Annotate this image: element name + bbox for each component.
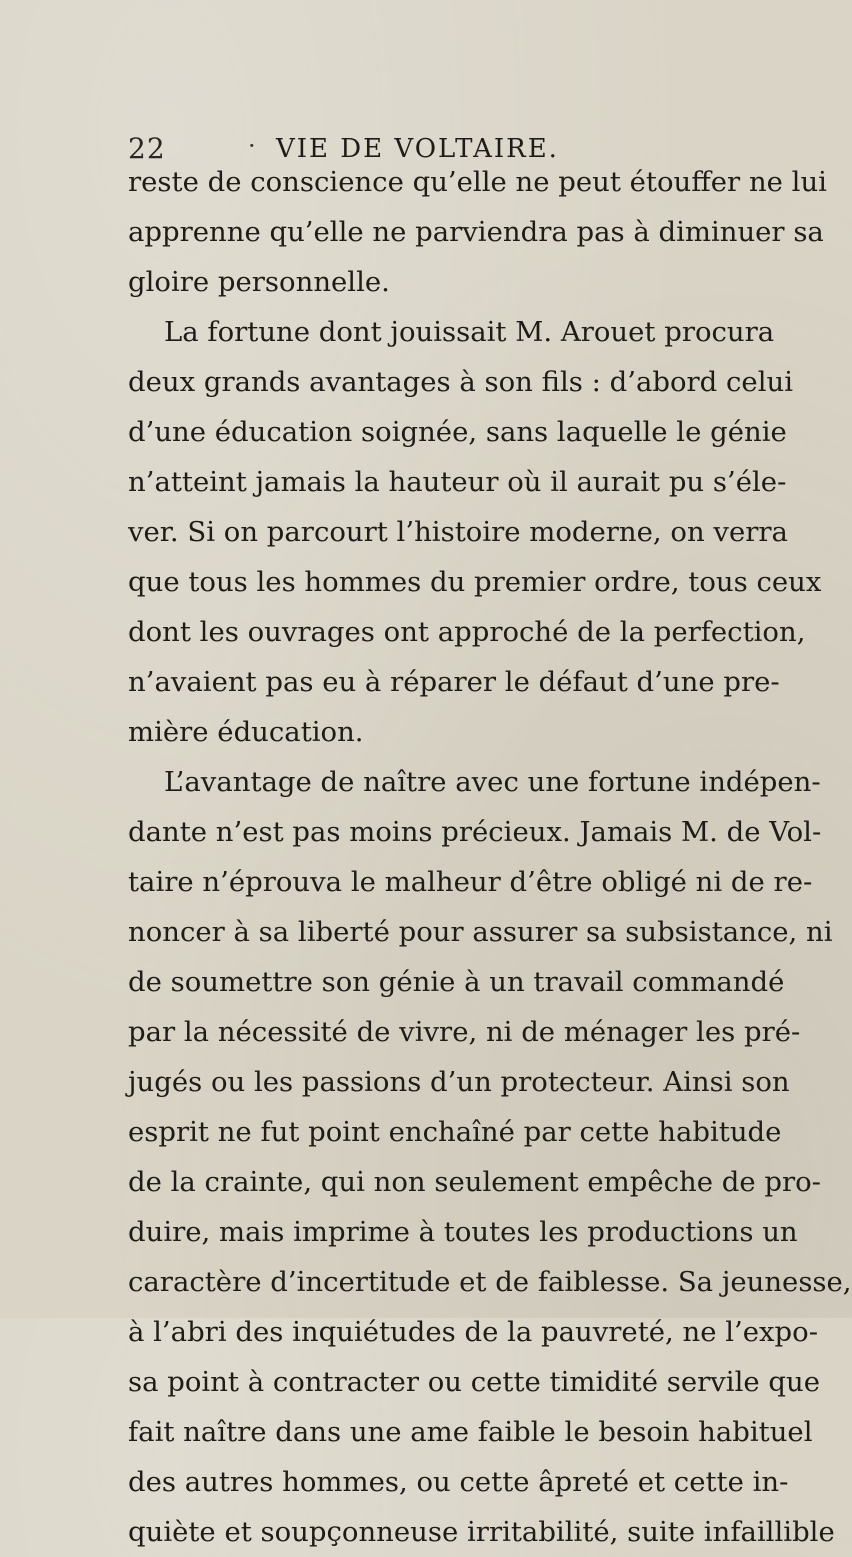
text-line: sa point à contracter ou cette timidité servile que — [128, 1366, 820, 1398]
page-number: 22 — [128, 132, 166, 165]
text-line: de la crainte, qui non seulement empêche de pro- — [128, 1166, 821, 1198]
text-line: dont les ouvrages ont approché de la perfection, — [128, 616, 806, 648]
text-line: taire n’éprouva le malheur d’être obligé ni de re- — [128, 866, 813, 898]
text-line: d’une éducation soignée, sans laquelle le génie — [128, 416, 787, 448]
text-line: deux grands avantages à son fils : d’abord celui — [128, 366, 793, 398]
text-line: des autres hommes, ou cette âpreté et cette in- — [128, 1466, 789, 1498]
text-line: apprenne qu’elle ne parviendra pas à diminuer sa — [128, 216, 824, 248]
text-line: reste de conscience qu’elle ne peut étouffer ne lui — [128, 166, 827, 198]
text-line: esprit ne fut point enchaîné par cette habitude — [128, 1116, 782, 1148]
text-line: duire, mais imprime à toutes les productions un — [128, 1216, 798, 1248]
text-line: n’avaient pas eu à réparer le défaut d’une pre- — [128, 666, 780, 698]
text-line: noncer à sa liberté pour assurer sa subsistance, ni — [128, 916, 833, 948]
text-line: fait naître dans une ame faible le besoin habituel — [128, 1416, 813, 1448]
text-line: gloire personnelle. — [128, 266, 390, 298]
text-line: quiète et soupçonneuse irritabilité, suite infaillible — [128, 1516, 835, 1548]
body-text — [128, 157, 852, 1557]
text-line: ver. Si on parcourt l’histoire moderne, on verra — [128, 516, 788, 548]
text-line: par la nécessité de vivre, ni de ménager les pré- — [128, 1016, 801, 1048]
text-line: que tous les hommes du premier ordre, tous ceux — [128, 566, 822, 598]
text-line: dante n’est pas moins précieux. Jamais M. de Vol- — [128, 816, 822, 848]
text-line: jugés ou les passions d’un protecteur. Ainsi son — [128, 1066, 790, 1098]
text-line: à l’abri des inquiétudes de la pauvreté, ne l’expo- — [128, 1316, 818, 1348]
running-title: VIE DE VOLTAIRE. — [276, 134, 559, 164]
text-line: L’avantage de naître avec une fortune indépen- — [164, 766, 821, 798]
running-head-dot: · — [248, 132, 256, 160]
text-line: n’atteint jamais la hauteur où il aurait pu s’éle- — [128, 466, 787, 498]
text-line: mière éducation. — [128, 716, 364, 748]
text-line: caractère d’incertitude et de faiblesse. Sa jeunesse, — [128, 1266, 852, 1298]
text-line: de soumettre son génie à un travail commandé — [128, 966, 785, 998]
text-line: La fortune dont jouissait M. Arouet procura — [164, 316, 775, 348]
